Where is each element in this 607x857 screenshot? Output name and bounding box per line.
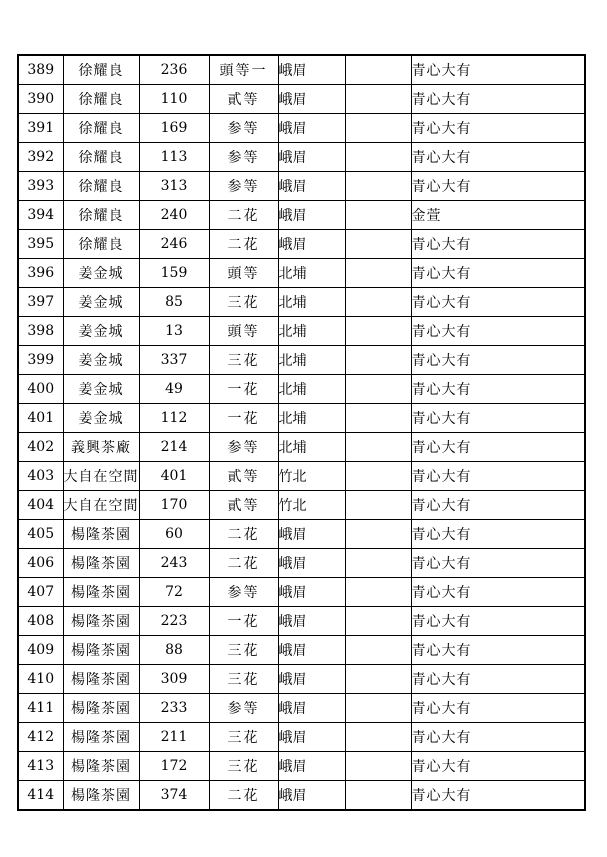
blank-cell <box>345 578 411 607</box>
blank-cell <box>345 462 411 491</box>
entry-number-cell: 390 <box>18 85 63 114</box>
blank-cell <box>345 549 411 578</box>
producer-name-cell: 徐耀良 <box>63 201 139 230</box>
grade-cell: 一花 <box>209 607 278 636</box>
table-row <box>18 636 585 665</box>
grade-cell: 頭等一 <box>209 55 278 85</box>
sample-code-cell: 110 <box>139 85 209 114</box>
entry-number-cell: 397 <box>18 288 63 317</box>
area-cell: 峨眉 <box>278 85 345 114</box>
blank-cell <box>345 752 411 781</box>
grade-cell: 二花 <box>209 520 278 549</box>
entry-number-cell: 402 <box>18 433 63 462</box>
variety-cell: 青心大有 <box>411 404 585 433</box>
entry-number-cell: 408 <box>18 607 63 636</box>
producer-name-cell: 姜金城 <box>63 288 139 317</box>
area-cell: 北埔 <box>278 317 345 346</box>
grade-cell: 二花 <box>209 230 278 259</box>
blank-cell <box>345 230 411 259</box>
blank-cell <box>345 55 411 85</box>
entry-number-cell: 410 <box>18 665 63 694</box>
sample-code-cell: 401 <box>139 462 209 491</box>
variety-cell: 青心大有 <box>411 288 585 317</box>
table-row <box>18 404 585 433</box>
grade-cell: 三花 <box>209 288 278 317</box>
area-cell: 北埔 <box>278 404 345 433</box>
table-row <box>18 578 585 607</box>
variety-cell: 青心大有 <box>411 578 585 607</box>
sample-code-cell: 113 <box>139 143 209 172</box>
producer-name-cell: 姜金城 <box>63 317 139 346</box>
area-cell: 峨眉 <box>278 578 345 607</box>
entry-number-cell: 391 <box>18 114 63 143</box>
entry-number-cell: 392 <box>18 143 63 172</box>
table-row <box>18 317 585 346</box>
entry-number-cell: 406 <box>18 549 63 578</box>
grade-cell: 二花 <box>209 549 278 578</box>
producer-name-cell: 徐耀良 <box>63 55 139 85</box>
grade-cell: 一花 <box>209 375 278 404</box>
blank-cell <box>345 491 411 520</box>
producer-name-cell: 楊隆茶園 <box>63 636 139 665</box>
area-cell: 北埔 <box>278 288 345 317</box>
table-row <box>18 694 585 723</box>
entry-number-cell: 393 <box>18 172 63 201</box>
grade-cell: 参等 <box>209 694 278 723</box>
variety-cell: 青心大有 <box>411 317 585 346</box>
producer-name-cell: 義興茶廠 <box>63 433 139 462</box>
table-row <box>18 288 585 317</box>
variety-cell: 青心大有 <box>411 607 585 636</box>
area-cell: 峨眉 <box>278 520 345 549</box>
variety-cell: 青心大有 <box>411 143 585 172</box>
table-row <box>18 752 585 781</box>
grade-cell: 頭等 <box>209 259 278 288</box>
sample-code-cell: 223 <box>139 607 209 636</box>
producer-name-cell: 楊隆茶園 <box>63 781 139 811</box>
area-cell: 北埔 <box>278 433 345 462</box>
sample-code-cell: 85 <box>139 288 209 317</box>
variety-cell: 青心大有 <box>411 85 585 114</box>
producer-name-cell: 姜金城 <box>63 404 139 433</box>
variety-cell: 青心大有 <box>411 694 585 723</box>
area-cell: 峨眉 <box>278 781 345 811</box>
entry-number-cell: 401 <box>18 404 63 433</box>
variety-cell: 青心大有 <box>411 491 585 520</box>
producer-name-cell: 楊隆茶園 <box>63 694 139 723</box>
table-row <box>18 85 585 114</box>
grade-cell: 頭等 <box>209 317 278 346</box>
producer-name-cell: 楊隆茶園 <box>63 578 139 607</box>
entry-number-cell: 394 <box>18 201 63 230</box>
variety-cell: 青心大有 <box>411 172 585 201</box>
blank-cell <box>345 346 411 375</box>
producer-name-cell: 楊隆茶園 <box>63 549 139 578</box>
blank-cell <box>345 288 411 317</box>
blank-cell <box>345 143 411 172</box>
area-cell: 峨眉 <box>278 55 345 85</box>
entry-number-cell: 407 <box>18 578 63 607</box>
variety-cell: 青心大有 <box>411 55 585 85</box>
area-cell: 北埔 <box>278 259 345 288</box>
sample-code-cell: 60 <box>139 520 209 549</box>
sample-code-cell: 337 <box>139 346 209 375</box>
producer-name-cell: 楊隆茶園 <box>63 752 139 781</box>
area-cell: 峨眉 <box>278 143 345 172</box>
producer-name-cell: 大自在空間 <box>63 491 139 520</box>
blank-cell <box>345 404 411 433</box>
entry-number-cell: 411 <box>18 694 63 723</box>
variety-cell: 青心大有 <box>411 230 585 259</box>
blank-cell <box>345 317 411 346</box>
area-cell: 北埔 <box>278 375 345 404</box>
area-cell: 峨眉 <box>278 636 345 665</box>
sample-code-cell: 236 <box>139 55 209 85</box>
area-cell: 竹北 <box>278 462 345 491</box>
entry-number-cell: 405 <box>18 520 63 549</box>
blank-cell <box>345 607 411 636</box>
producer-name-cell: 楊隆茶園 <box>63 665 139 694</box>
grade-cell: 二花 <box>209 781 278 811</box>
variety-cell: 青心大有 <box>411 549 585 578</box>
producer-name-cell: 姜金城 <box>63 346 139 375</box>
sample-code-cell: 240 <box>139 201 209 230</box>
sample-code-cell: 88 <box>139 636 209 665</box>
table-row <box>18 375 585 404</box>
sample-code-cell: 72 <box>139 578 209 607</box>
grade-cell: 参等 <box>209 172 278 201</box>
grade-cell: 三花 <box>209 665 278 694</box>
grade-cell: 参等 <box>209 578 278 607</box>
entry-number-cell: 403 <box>18 462 63 491</box>
area-cell: 峨眉 <box>278 201 345 230</box>
blank-cell <box>345 433 411 462</box>
table-row <box>18 607 585 636</box>
blank-cell <box>345 781 411 811</box>
area-cell: 峨眉 <box>278 172 345 201</box>
table-row <box>18 143 585 172</box>
table-row <box>18 259 585 288</box>
entry-number-cell: 399 <box>18 346 63 375</box>
sample-code-cell: 112 <box>139 404 209 433</box>
blank-cell <box>345 665 411 694</box>
table-row <box>18 491 585 520</box>
sample-code-cell: 13 <box>139 317 209 346</box>
entry-number-cell: 409 <box>18 636 63 665</box>
blank-cell <box>345 85 411 114</box>
variety-cell: 青心大有 <box>411 375 585 404</box>
area-cell: 峨眉 <box>278 723 345 752</box>
producer-name-cell: 楊隆茶園 <box>63 607 139 636</box>
entry-number-cell: 396 <box>18 259 63 288</box>
table-row <box>18 549 585 578</box>
sample-code-cell: 309 <box>139 665 209 694</box>
blank-cell <box>345 114 411 143</box>
producer-name-cell: 徐耀良 <box>63 85 139 114</box>
producer-name-cell: 徐耀良 <box>63 114 139 143</box>
producer-name-cell: 徐耀良 <box>63 143 139 172</box>
sample-code-cell: 246 <box>139 230 209 259</box>
blank-cell <box>345 723 411 752</box>
table-row <box>18 433 585 462</box>
producer-name-cell: 大自在空間 <box>63 462 139 491</box>
grade-cell: 参等 <box>209 143 278 172</box>
producer-name-cell: 楊隆茶園 <box>63 520 139 549</box>
sample-code-cell: 49 <box>139 375 209 404</box>
table-row <box>18 172 585 201</box>
entry-number-cell: 404 <box>18 491 63 520</box>
sample-code-cell: 211 <box>139 723 209 752</box>
area-cell: 北埔 <box>278 346 345 375</box>
table-row <box>18 665 585 694</box>
sample-code-cell: 233 <box>139 694 209 723</box>
table-row <box>18 114 585 143</box>
area-cell: 峨眉 <box>278 694 345 723</box>
producer-name-cell: 姜金城 <box>63 259 139 288</box>
entry-number-cell: 412 <box>18 723 63 752</box>
producer-name-cell: 徐耀良 <box>63 230 139 259</box>
variety-cell: 青心大有 <box>411 781 585 811</box>
blank-cell <box>345 636 411 665</box>
variety-cell: 青心大有 <box>411 114 585 143</box>
variety-cell: 青心大有 <box>411 665 585 694</box>
producer-name-cell: 姜金城 <box>63 375 139 404</box>
producer-name-cell: 楊隆茶園 <box>63 723 139 752</box>
sample-code-cell: 172 <box>139 752 209 781</box>
table-row <box>18 201 585 230</box>
grade-cell: 三花 <box>209 752 278 781</box>
grade-cell: 参等 <box>209 114 278 143</box>
entry-number-cell: 389 <box>18 55 63 85</box>
sample-code-cell: 169 <box>139 114 209 143</box>
results-table <box>17 54 586 811</box>
sample-code-cell: 243 <box>139 549 209 578</box>
table-row <box>18 781 585 811</box>
producer-name-cell: 徐耀良 <box>63 172 139 201</box>
grade-cell: 一花 <box>209 404 278 433</box>
variety-cell: 青心大有 <box>411 259 585 288</box>
table-row <box>18 346 585 375</box>
entry-number-cell: 395 <box>18 230 63 259</box>
sample-code-cell: 313 <box>139 172 209 201</box>
table-body <box>18 55 585 810</box>
blank-cell <box>345 375 411 404</box>
area-cell: 峨眉 <box>278 752 345 781</box>
area-cell: 峨眉 <box>278 665 345 694</box>
area-cell: 峨眉 <box>278 230 345 259</box>
blank-cell <box>345 172 411 201</box>
table-row <box>18 520 585 549</box>
grade-cell: 三花 <box>209 723 278 752</box>
variety-cell: 青心大有 <box>411 723 585 752</box>
grade-cell: 貳等 <box>209 462 278 491</box>
variety-cell: 青心大有 <box>411 462 585 491</box>
grade-cell: 三花 <box>209 346 278 375</box>
variety-cell: 青心大有 <box>411 346 585 375</box>
blank-cell <box>345 520 411 549</box>
sample-code-cell: 159 <box>139 259 209 288</box>
grade-cell: 貳等 <box>209 491 278 520</box>
blank-cell <box>345 694 411 723</box>
grade-cell: 参等 <box>209 433 278 462</box>
variety-cell: 青心大有 <box>411 520 585 549</box>
sample-code-cell: 374 <box>139 781 209 811</box>
area-cell: 峨眉 <box>278 549 345 578</box>
blank-cell <box>345 201 411 230</box>
sample-code-cell: 170 <box>139 491 209 520</box>
entry-number-cell: 400 <box>18 375 63 404</box>
variety-cell: 金萱 <box>411 201 585 230</box>
table-row <box>18 230 585 259</box>
table-row <box>18 55 585 85</box>
area-cell: 峨眉 <box>278 114 345 143</box>
blank-cell <box>345 259 411 288</box>
entry-number-cell: 414 <box>18 781 63 811</box>
sample-code-cell: 214 <box>139 433 209 462</box>
table-row <box>18 462 585 491</box>
grade-cell: 二花 <box>209 201 278 230</box>
variety-cell: 青心大有 <box>411 433 585 462</box>
area-cell: 竹北 <box>278 491 345 520</box>
area-cell: 峨眉 <box>278 607 345 636</box>
grade-cell: 貳等 <box>209 85 278 114</box>
variety-cell: 青心大有 <box>411 752 585 781</box>
table-row <box>18 723 585 752</box>
entry-number-cell: 398 <box>18 317 63 346</box>
entry-number-cell: 413 <box>18 752 63 781</box>
grade-cell: 三花 <box>209 636 278 665</box>
variety-cell: 青心大有 <box>411 636 585 665</box>
